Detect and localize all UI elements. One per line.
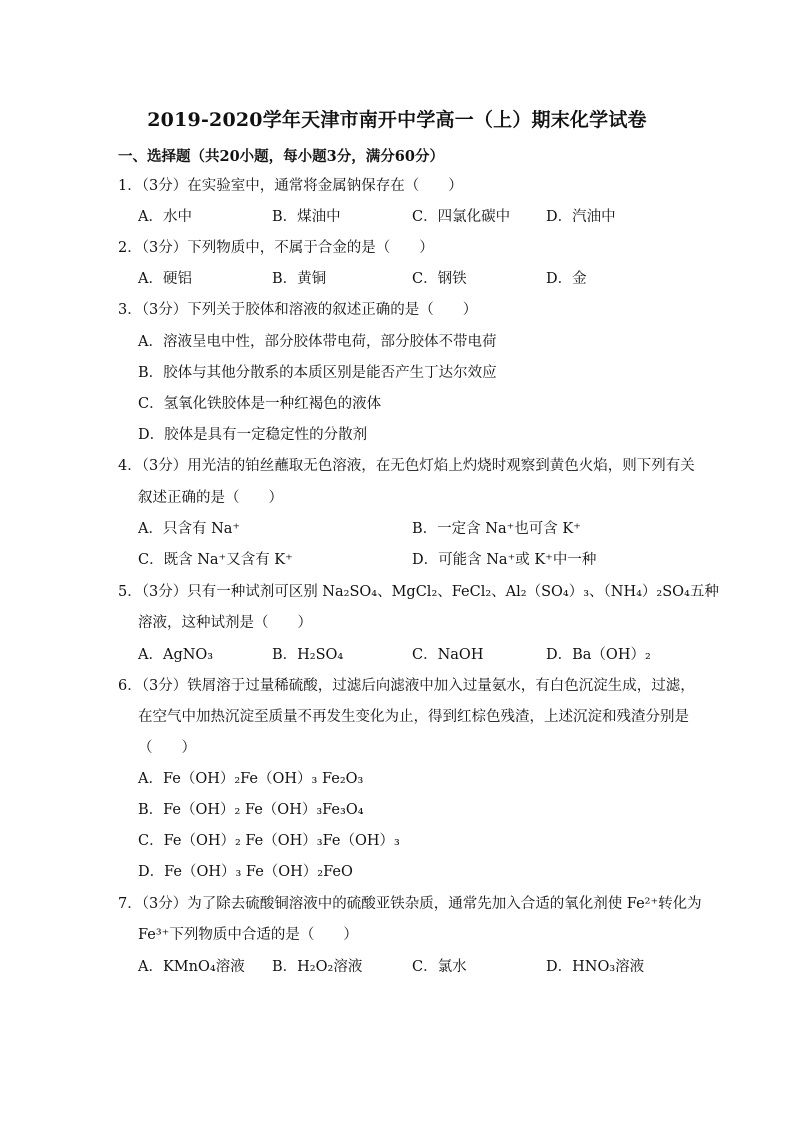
question-3-stem: 3．（3分）下列关于胶体和溶液的叙述正确的是（ ） bbox=[118, 302, 478, 318]
question-7-option-a: A．KMnO₄溶液 bbox=[138, 959, 245, 975]
question-5-option-b: B．H₂SO₄ bbox=[272, 647, 344, 663]
question-6-stem-line-2: 在空气中加热沉淀至质量不再发生变化为止，得到红棕色残渣，上述沉淀和残渣分别是 bbox=[138, 709, 689, 725]
question-2-option-d: D．金 bbox=[546, 271, 587, 287]
question-1-option-c: C．四氯化碳中 bbox=[412, 209, 511, 225]
question-5-option-c: C．NaOH bbox=[412, 647, 484, 663]
question-5-stem-line-1: 5．（3分）只有一种试剂可区别 Na₂SO₄、MgCl₂、FeCl₂、Al₂（SO₄）₃、（NH₄）₂SO₄五种 bbox=[118, 584, 719, 600]
question-7-option-d: D．HNO₃溶液 bbox=[546, 959, 645, 975]
question-6-stem-line-3: （ ） bbox=[138, 740, 196, 756]
question-1-option-a: A．水中 bbox=[138, 209, 192, 225]
question-3-option-d: D．胶体是具有一定稳定性的分散剂 bbox=[138, 427, 368, 443]
question-6-stem-line-1: 6．（3分）铁屑溶于过量稀硫酸，过滤后向滤液中加入过量氨水，有白色沉淀生成，过滤， bbox=[118, 678, 695, 694]
section-heading: 一、选择题（共20小题，每小题3分，满分60分） bbox=[118, 148, 444, 165]
question-2-option-c: C．钢铁 bbox=[412, 271, 467, 287]
question-1-stem: 1．（3分）在实验室中，通常将金属钠保存在（ ） bbox=[118, 178, 463, 194]
question-5-stem-line-2: 溶液，这种试剂是（ ） bbox=[138, 615, 312, 631]
question-5-option-a: A．AgNO₃ bbox=[138, 647, 214, 663]
question-5-option-d: D．Ba（OH）₂ bbox=[546, 647, 651, 663]
question-4-option-a: A．只含有 Na⁺ bbox=[138, 521, 241, 537]
question-4-option-b: B．一定含 Na⁺也可含 K⁺ bbox=[412, 521, 581, 537]
question-6-option-a: A．Fe（OH）₂Fe（OH）₃ Fe₂O₃ bbox=[138, 771, 364, 787]
question-3-option-b: B．胶体与其他分散系的本质区别是能否产生丁达尔效应 bbox=[138, 365, 497, 381]
page-title: 2019-2020学年天津市南开中学高一（上）期末化学试卷 bbox=[147, 109, 647, 131]
question-1-option-b: B．煤油中 bbox=[272, 209, 341, 225]
question-7-stem-line-2: Fe³⁺下列物质中合适的是（ ） bbox=[138, 927, 358, 943]
question-4-stem-line-1: 4．（3分）用光洁的铂丝蘸取无色溶液，在无色灯焰上灼烧时观察到黄色火焰，则下列有关 bbox=[118, 458, 695, 474]
question-2-stem: 2．（3分）下列物质中，不属于合金的是（ ） bbox=[118, 240, 434, 256]
question-6-option-c: C．Fe（OH）₂ Fe（OH）₃Fe（OH）₃ bbox=[138, 833, 400, 849]
question-4-stem-line-2: 叙述正确的是（ ） bbox=[138, 490, 283, 506]
question-7-option-b: B．H₂O₂溶液 bbox=[272, 959, 363, 975]
question-6-option-d: D．Fe（OH）₃ Fe（OH）₂FeO bbox=[138, 864, 353, 880]
question-7-option-c: C．氯水 bbox=[412, 959, 467, 975]
question-7-stem-line-1: 7．（3分）为了除去硫酸铜溶液中的硫酸亚铁杂质，通常先加入合适的氧化剂使 Fe²⁺转化为 bbox=[118, 896, 702, 912]
question-2-option-a: A．硬铝 bbox=[138, 271, 192, 287]
question-4-option-d: D．可能含 Na⁺或 K⁺中一种 bbox=[412, 552, 597, 568]
question-4-option-c: C．既含 Na⁺又含有 K⁺ bbox=[138, 552, 293, 568]
question-6-option-b: B．Fe（OH）₂ Fe（OH）₃Fe₃O₄ bbox=[138, 802, 364, 818]
question-2-option-b: B．黄铜 bbox=[272, 271, 327, 287]
question-3-option-c: C．氢氧化铁胶体是一种红褐色的液体 bbox=[138, 396, 382, 412]
question-3-option-a: A．溶液呈电中性，部分胶体带电荷，部分胶体不带电荷 bbox=[138, 334, 497, 350]
question-1-option-d: D．汽油中 bbox=[546, 209, 616, 225]
